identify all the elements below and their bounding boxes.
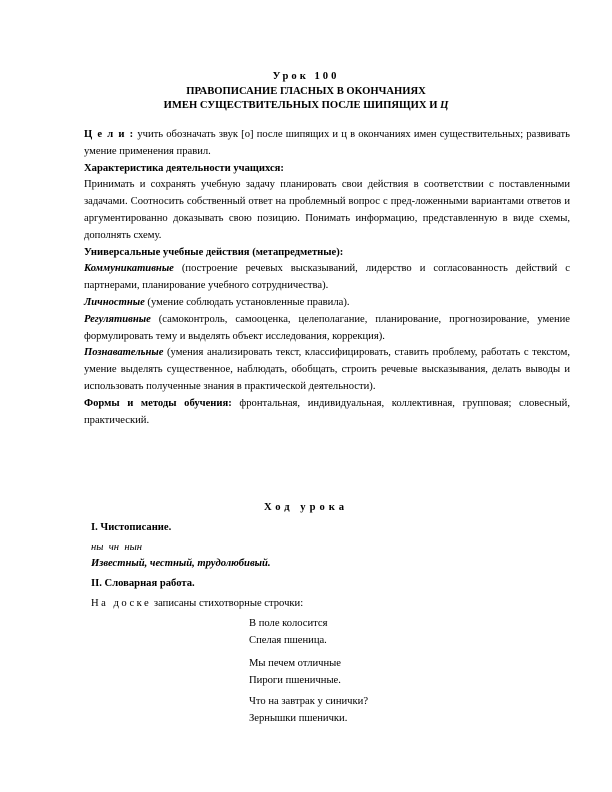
poem-line: В поле колосится [249,618,328,629]
board-label: На доске [91,598,152,609]
poem-line: Что на завтрак у синички? [249,696,369,707]
regulative-label: Регулятивные [84,313,151,325]
methods-text: фронтальная, индивидуальная, коллективная, групповая; словесный, практический. [84,397,570,426]
board-text: записаны стихотворные строчки: [151,598,304,609]
lesson-title-line1: ПРАВОПИСАНИЕ ГЛАСНЫХ В ОКОНЧАНИЯХ [186,86,426,97]
activity-text: Принимать и сохранять учебную задачу планировать свои действия в соответствии с поставленными задачами. Соотносить собственный ответ на проблемный вопрос с пред-ложенными вариантами ответов и аргументированно доказывать свою позицию. Понимать информацию, представленную в виде схемы, дополнять схему. [84,179,570,241]
uud-heading: Универсальные учебные действия (метапредметные): [84,246,344,258]
goals-label: Ц е л и : [84,129,135,140]
lesson-flow-heading: Ход урока [263,502,349,513]
poem-stanza-3 [249,694,368,728]
methods-paragraph [84,396,570,430]
goals-text: учить обозначать звук [о] после шипящих и ц в окончаниях имен существительных; развивать умение применения правил. [84,129,570,157]
poem-line: Пироги пшеничные. [249,674,341,686]
section2-title: II. Словарная работа. [91,578,195,589]
poem-stanza-1 [249,616,328,650]
goals-paragraph [84,127,570,161]
cognitive-text: (умения анализировать текст, классифицировать, ставить проблему, работать с текстом, умение выделять существенное, наблюдать, обобщать, строить речевые высказывания, делать выводы и использовать полученные знания в практической деятельности). [84,347,570,392]
poem-stanza-2 [249,656,341,690]
uud-cognitive [84,345,570,395]
uud-communicative [84,261,570,295]
communicative-label: Коммуникативные [84,263,174,275]
section1-title: I. Чистописание. [91,522,172,533]
board-line [91,596,303,613]
activity-heading: Характеристика деятельности учащихся: [84,162,284,174]
communicative-text: (построение речевых высказываний, лидерство и согласованность действий с партнерами, планирование учебного сотрудничества). [84,263,570,292]
lesson-title-line2 [0,99,612,113]
regulative-text: (самоконтроль, самооценка, целеполагание, планирование, прогнозирование, умение формулировать тему и выделять объект исследования, коррекция). [84,313,570,342]
section1-words: Известный, честный, трудолюбивый. [91,558,271,569]
poem-line: Зернышки пшенички. [249,712,348,724]
poem-line: Мы печем отличные [249,658,341,669]
uud-regulative [84,312,570,346]
personal-text: (умение соблюдать установленные правила). [144,296,350,308]
poem-line: Спелая пшеница. [249,634,327,646]
lesson-title-line2-text: ИМЕН СУЩЕСТВИТЕЛЬНЫХ ПОСЛЕ ШИПЯЩИХ И [163,100,441,111]
lesson-number: Урок 100 [272,71,340,82]
cognitive-label: Познавательные [84,347,164,359]
personal-label: Личностные [84,296,145,308]
lesson-description [84,127,570,429]
section1-letters: ны чн нын [91,542,143,553]
methods-label: Формы и методы обучения: [84,397,232,409]
lesson-title-letter: Ц [440,100,449,111]
uud-personal [84,295,570,312]
